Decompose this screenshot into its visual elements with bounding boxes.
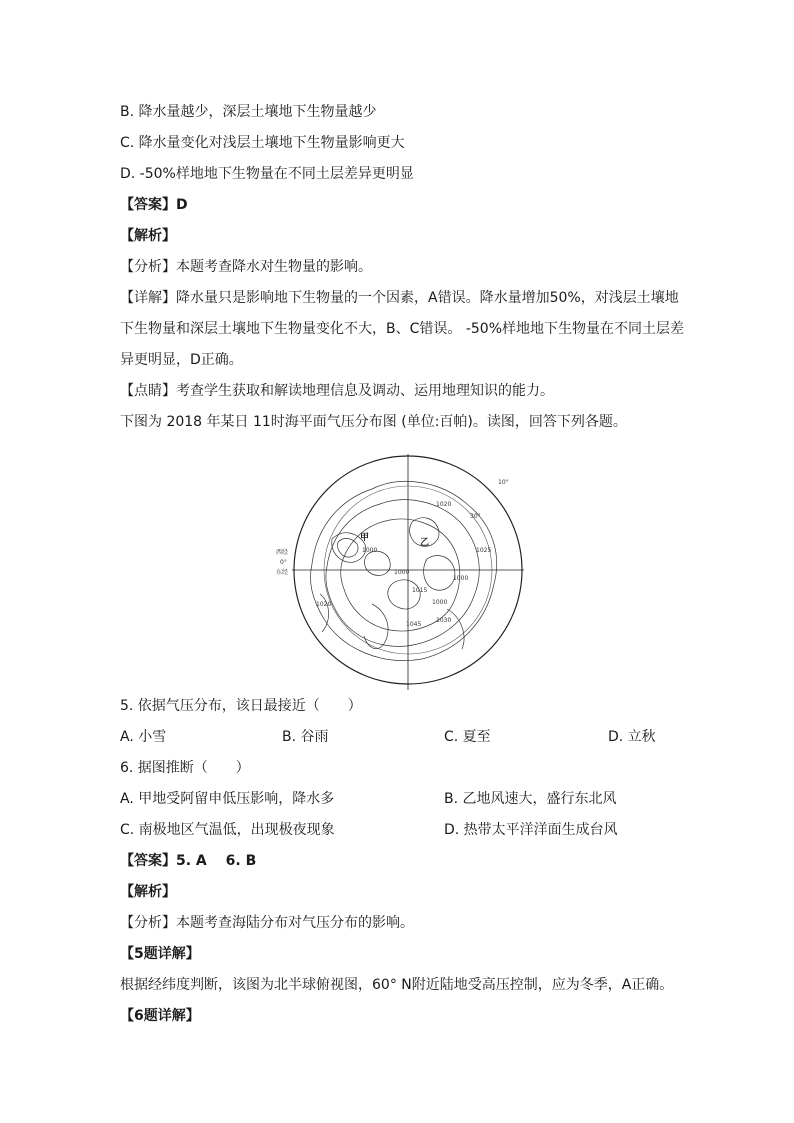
q4-option-c: C. 降水量变化对浅层土壤地下生物量影响更大 [120,135,405,151]
q4-detail-line-1: 【详解】降水量只是影响地下生物量的一个因素，A错误。降水量增加50%，对浅层土壤地 [120,290,679,306]
q4-option-b: B. 降水量越少，深层土壤地下生物量越少 [120,104,377,120]
q4-option-d: D. -50%样地地下生物量在不同土层差异更明显 [120,166,414,182]
map-label-yi: 乙 [420,538,430,548]
isobar-label: 1000 [453,575,469,582]
isobar-label: 1025 [476,547,492,554]
isobar-label: 1000 [394,569,410,576]
q4-explain-title: 【解析】 [120,228,176,244]
q4-answer: 【答案】D [120,197,188,213]
explain-title-5-6: 【解析】 [120,884,176,900]
isobar-label: 1015 [412,587,428,594]
q5-stem: 5. 依据气压分布，该日最接近（ ） [120,698,362,714]
intro-text: 下图为 2018 年某日 11时海平面气压分布图 (单位:百帕)。读图，回答下列各题。 [120,414,627,430]
q5-detail-title: 【5题详解】 [120,946,200,962]
q6-option-a: A. 甲地受阿留申低压影响，降水多 [120,791,335,807]
q5-detail: 根据经纬度判断，该图为北半球俯视图，60° N附近陆地受高压控制，应为冬季，A正确。 [120,977,674,993]
q6-option-d: D. 热带太平洋洋面生成台风 [444,822,618,838]
analysis-5-6: 【分析】本题考查海陆分布对气压分布的影响。 [120,915,414,931]
answer-5-6: 【答案】5. A 6. B [120,853,257,869]
isobar-label: 1000 [362,547,378,554]
pressure-map-figure [272,444,532,694]
q6-option-c: C. 南极地区气温低，出现极夜现象 [120,822,335,838]
q6-option-b: B. 乙地风速大，盛行东北风 [444,791,617,807]
pressure-map [272,444,532,694]
map-label-jia: 甲 [360,533,370,543]
isobar-label: 1000 [432,599,448,606]
map-label-zero: 0° [280,559,287,566]
q6-stem: 6. 据图推断（ ） [120,760,250,776]
q4-analysis: 【分析】本题考查降水对生物量的影响。 [120,259,372,275]
q5-option-d: D. 立秋 [608,729,656,745]
isobar-label: 1020 [436,501,452,508]
map-label-10: 10° [498,479,509,486]
q5-option-c: C. 夏至 [444,729,491,745]
q5-option-a: A. 小雪 [120,729,167,745]
q6-detail-title: 【6题详解】 [120,1008,200,1024]
q5-option-b: B. 谷雨 [282,729,329,745]
q4-comment: 【点睛】考查学生获取和解读地理信息及调动、运用地理知识的能力。 [120,383,554,399]
isobar-label: 1020 [316,601,332,608]
isobar-label: 1045 [406,621,422,628]
map-label-west: 西经 [276,549,289,556]
map-label-30: 30° [470,513,481,520]
q4-detail-line-2: 下生物量和深层土壤地下生物量变化不大，B、C错误。 -50%样地地下生物量在不同土层差 [120,321,684,337]
q4-detail-line-3: 异更明显，D正确。 [120,352,243,368]
isobar-label: 1030 [436,617,452,624]
map-label-east: 东经 [276,569,289,576]
